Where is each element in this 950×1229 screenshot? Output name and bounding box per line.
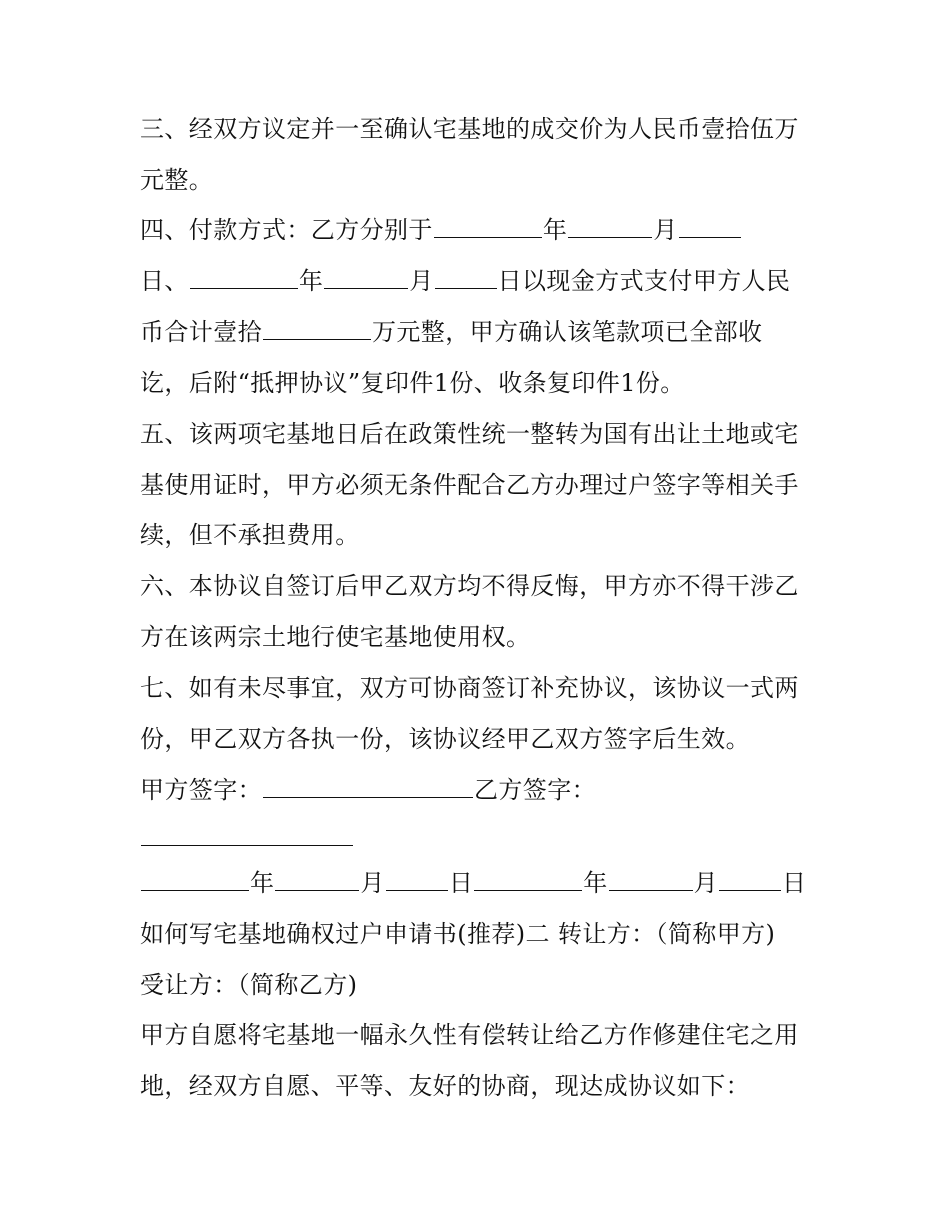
month-label-2: 月 (409, 267, 434, 295)
day-blank-2 (435, 264, 497, 289)
party-a-signature-blank (263, 773, 473, 798)
clause-5-line-2: 基使用证时，甲方必须无条件配合乙方办理过户签字等相关手 (140, 471, 799, 499)
party-a-year-blank (141, 866, 249, 891)
month-blank (568, 213, 652, 238)
party-b-day-blank (719, 866, 781, 891)
clause-6-line-2: 方在该两宗土地行使宅基地使用权。 (140, 623, 531, 651)
party-a-month-blank (275, 866, 359, 891)
party-b-month-label: 月 (693, 869, 719, 897)
intro-line-2: 地，经双方自愿、平等、友好的协商，现达成协议如下： (140, 1072, 750, 1100)
clause-4-line-1 (140, 210, 820, 250)
clause-3-line-2: 元整。 (140, 166, 214, 194)
clause-3-line-1: 三、经双方议定并一至确认宅基地的成交价为人民币壹拾伍万 (140, 115, 799, 143)
party-a-year-label: 年 (250, 869, 275, 897)
clause-4-total-suffix: 万元整，甲方确认该笔款项已全部收 (372, 318, 763, 346)
party-b-day-label: 日 (782, 869, 807, 897)
party-a-month-label: 月 (360, 869, 385, 897)
year-blank (434, 213, 542, 238)
party-b-year-label: 年 (583, 869, 608, 897)
second-document-title: 如何写宅基地确权过户申请书(推荐)二 转让方：（简称甲方) (140, 920, 776, 948)
day-label-prefix: 日、 (140, 267, 189, 295)
party-a-day-label: 日 (448, 869, 474, 897)
year-label: 年 (542, 216, 568, 244)
clause-4-line-4: 讫，后附“抵押协议”复印件1份、收条复印件1份。 (140, 369, 685, 397)
clause-4-payment-label: 四、付款方式：乙方分别于 (140, 216, 433, 244)
month-label: 月 (653, 216, 678, 244)
clause-5-line-3: 续，但不承担费用。 (140, 521, 360, 549)
signature-date-line (140, 863, 820, 903)
party-b-signature-label: 乙方签字： (474, 776, 596, 804)
day-blank (679, 213, 741, 238)
month-blank-2 (324, 264, 408, 289)
party-a-day-blank (386, 866, 448, 891)
clause-6-line-1: 六、本协议自签订后甲乙双方均不得反悔，甲方亦不得干涉乙 (140, 572, 799, 600)
intro-line-1: 甲方自愿将宅基地一幅永久性有偿转让给乙方作修建住宅之用 (140, 1021, 799, 1049)
clause-4-line-3 (140, 312, 820, 352)
transferee-line: 受让方：（简称乙方) (140, 971, 358, 999)
party-a-signature-label: 甲方签字： (140, 776, 262, 804)
clause-7-line-2: 份，甲乙双方各执一份，该协议经甲乙双方签字后生效。 (140, 725, 750, 753)
party-b-year-blank (474, 866, 582, 891)
year-label-2: 年 (298, 267, 324, 295)
party-b-signature-blank (141, 821, 353, 846)
party-b-signature-line (140, 818, 820, 858)
year-blank-2 (190, 264, 298, 289)
clause-7-line-1: 七、如有未尽事宜，双方可协商签订补充协议，该协议一式两 (140, 674, 799, 702)
clause-4-line-2 (140, 261, 820, 301)
party-b-month-blank (609, 866, 693, 891)
clause-4-cash-text: 日以现金方式支付甲方人民 (497, 267, 791, 295)
signature-line (140, 770, 820, 810)
clause-5-line-1: 五、该两项宅基地日后在政策性统一整转为国有出让土地或宅 (140, 420, 799, 448)
clause-4-total-prefix: 币合计壹拾 (140, 318, 262, 346)
amount-blank (263, 315, 371, 340)
